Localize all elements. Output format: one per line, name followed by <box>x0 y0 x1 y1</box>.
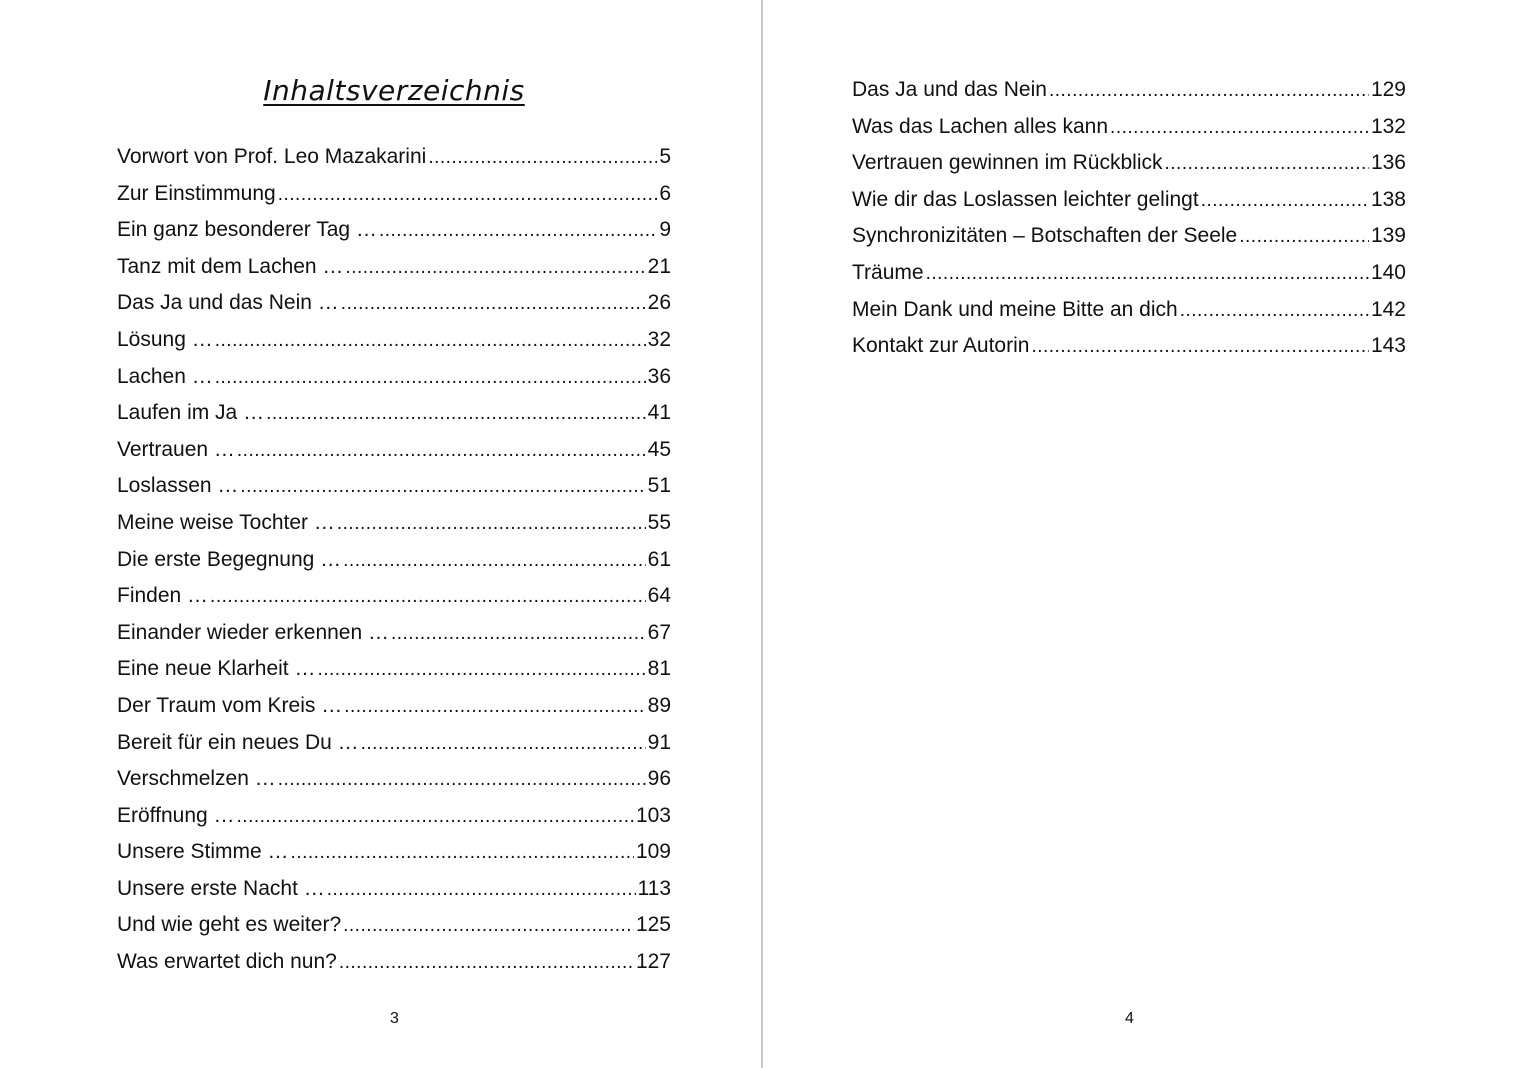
page-number-right: 4 <box>1125 1010 1134 1027</box>
toc-entry-page-number: 32 <box>647 327 671 351</box>
dot-leader <box>317 651 645 688</box>
toc-entry-title: Loslassen … <box>117 474 239 498</box>
dot-leader <box>343 907 634 944</box>
dot-leader <box>1165 145 1369 182</box>
dot-leader <box>237 798 634 835</box>
dot-leader <box>1049 72 1369 109</box>
toc-entry-title: Das Ja und das Nein … <box>117 291 339 315</box>
page-title: Inhaltsverzeichnis <box>263 74 525 107</box>
dot-leader <box>391 615 646 652</box>
dot-leader <box>291 834 634 871</box>
toc-entry-page-number: 5 <box>659 145 671 168</box>
toc-entry-page-number: 41 <box>647 401 671 425</box>
toc-entry[interactable] <box>117 212 671 249</box>
toc-entry-title: Träume <box>852 260 924 284</box>
dot-leader <box>343 542 646 579</box>
dot-leader <box>215 322 646 359</box>
toc-entry-title: Vorwort von Prof. Leo Mazakarini <box>117 145 427 168</box>
toc-entry-title: Vertrauen gewinnen im Rückblick <box>852 151 1163 175</box>
dot-leader <box>428 139 657 176</box>
toc-list-left <box>117 139 671 981</box>
toc-entry[interactable] <box>852 72 1406 109</box>
toc-entry-title: Das Ja und das Nein <box>852 78 1047 101</box>
toc-entry-page-number: 91 <box>647 730 671 754</box>
dot-leader <box>1201 182 1369 219</box>
toc-entry[interactable] <box>852 292 1406 329</box>
toc-entry-page-number: 55 <box>647 510 671 534</box>
toc-entry-page-number: 113 <box>637 876 671 900</box>
toc-entry[interactable] <box>117 359 671 396</box>
toc-entry-page-number: 6 <box>659 181 671 205</box>
toc-entry-title: Unsere Stimme … <box>117 840 289 864</box>
toc-entry-title: Lachen … <box>117 364 213 388</box>
dot-leader <box>345 249 645 286</box>
toc-entry-page-number: 125 <box>635 913 671 937</box>
toc-entry-title: Die erste Begegnung … <box>117 547 342 571</box>
toc-entry-page-number: 51 <box>647 474 671 498</box>
toc-entry-page-number: 109 <box>635 840 671 864</box>
toc-entry-title: Was erwartet dich nun? <box>117 950 337 974</box>
dot-leader <box>1239 218 1369 255</box>
dot-leader <box>237 432 646 469</box>
toc-entry-page-number: 9 <box>659 218 671 242</box>
toc-entry[interactable] <box>117 578 671 615</box>
toc-entry[interactable] <box>117 432 671 469</box>
toc-entry-title: Zur Einstimmung <box>117 181 276 205</box>
dot-leader <box>327 871 636 908</box>
toc-entry-page-number: 127 <box>635 950 671 974</box>
toc-entry-title: Vertrauen … <box>117 437 235 461</box>
toc-entry-page-number: 81 <box>647 657 671 681</box>
toc-entry[interactable] <box>117 615 671 652</box>
toc-entry-page-number: 89 <box>647 693 671 717</box>
dot-leader <box>1110 109 1369 146</box>
toc-entry-page-number: 139 <box>1370 224 1406 248</box>
toc-entry-title: Einander wieder erkennen … <box>117 620 389 644</box>
toc-entry-page-number: 61 <box>647 547 671 571</box>
toc-entry-title: Finden … <box>117 584 209 608</box>
toc-entry[interactable] <box>117 907 671 944</box>
toc-entry[interactable] <box>117 176 671 213</box>
toc-entry[interactable] <box>117 139 671 176</box>
dot-leader <box>240 468 645 505</box>
toc-entry-title: Synchronizitäten – Botschaften der Seele <box>852 224 1238 248</box>
toc-entry[interactable] <box>852 145 1406 182</box>
toc-entry[interactable] <box>117 468 671 505</box>
right-page <box>763 0 1522 1068</box>
toc-entry-page-number: 96 <box>647 767 671 791</box>
toc-entry[interactable] <box>117 761 671 798</box>
toc-entry-page-number: 45 <box>647 437 671 461</box>
toc-entry-title: Lösung … <box>117 327 213 351</box>
toc-entry-title: Mein Dank und meine Bitte an dich <box>852 297 1178 321</box>
toc-entry[interactable] <box>117 651 671 688</box>
toc-entry-page-number: 136 <box>1370 151 1406 175</box>
dot-leader <box>210 578 646 615</box>
toc-entry[interactable] <box>117 688 671 725</box>
dot-leader <box>1180 292 1369 329</box>
dot-leader <box>278 176 658 213</box>
toc-entry[interactable] <box>117 395 671 432</box>
toc-entry-title: Und wie geht es weiter? <box>117 913 342 937</box>
toc-entry[interactable] <box>852 182 1406 219</box>
toc-entry[interactable] <box>117 871 671 908</box>
toc-entry[interactable] <box>117 322 671 359</box>
page-number-left: 3 <box>390 1010 399 1027</box>
toc-entry[interactable] <box>117 944 671 981</box>
toc-entry-page-number: 138 <box>1370 187 1406 211</box>
dot-leader <box>341 285 646 322</box>
toc-entry-title: Kontakt zur Autorin <box>852 334 1030 358</box>
dot-leader <box>926 255 1369 292</box>
toc-entry[interactable] <box>117 834 671 871</box>
toc-entry-page-number: 21 <box>647 254 671 278</box>
toc-entry[interactable] <box>117 725 671 762</box>
toc-entry-page-number: 140 <box>1370 260 1406 284</box>
dot-leader <box>337 505 646 542</box>
toc-entry[interactable] <box>117 285 671 322</box>
toc-entry-title: Bereit für ein neues Du … <box>117 730 359 754</box>
toc-entry-title: Der Traum vom Kreis … <box>117 693 343 717</box>
toc-entry-page-number: 26 <box>647 291 671 315</box>
toc-entry[interactable] <box>117 505 671 542</box>
toc-entry-title: Eine neue Klarheit … <box>117 657 316 681</box>
toc-entry-title: Ein ganz besonderer Tag … <box>117 218 377 242</box>
toc-entry-page-number: 67 <box>647 620 671 644</box>
toc-entry-page-number: 64 <box>647 584 671 608</box>
toc-entry-page-number: 142 <box>1370 297 1406 321</box>
toc-entry[interactable] <box>852 218 1406 255</box>
toc-entry-page-number: 143 <box>1370 334 1406 358</box>
toc-entry-page-number: 129 <box>1370 78 1406 101</box>
toc-entry[interactable] <box>852 255 1406 292</box>
dot-leader <box>344 688 645 725</box>
toc-entry-title: Eröffnung … <box>117 803 235 827</box>
toc-entry-title: Tanz mit dem Lachen … <box>117 254 344 278</box>
dot-leader <box>361 725 646 762</box>
dot-leader <box>339 944 634 981</box>
toc-entry-page-number: 103 <box>635 803 671 827</box>
dot-leader <box>278 761 646 798</box>
toc-entry[interactable] <box>117 798 671 835</box>
dot-leader <box>266 395 646 432</box>
toc-entry[interactable] <box>117 542 671 579</box>
dot-leader <box>379 212 657 249</box>
toc-entry[interactable] <box>852 109 1406 146</box>
toc-entry[interactable] <box>852 328 1406 365</box>
toc-entry-title: Was das Lachen alles kann <box>852 114 1109 138</box>
toc-entry-title: Meine weise Tochter … <box>117 510 335 534</box>
toc-entry[interactable] <box>117 249 671 286</box>
toc-entry-title: Verschmelzen … <box>117 767 276 791</box>
dot-leader <box>1031 328 1369 365</box>
toc-entry-page-number: 132 <box>1370 114 1406 138</box>
toc-entry-title: Wie dir das Loslassen leichter gelingt <box>852 187 1199 211</box>
toc-entry-page-number: 36 <box>647 364 671 388</box>
toc-entry-title: Unsere erste Nacht … <box>117 876 325 900</box>
dot-leader <box>215 359 646 396</box>
toc-entry-title: Laufen im Ja … <box>117 401 265 425</box>
toc-list-right <box>852 72 1406 365</box>
